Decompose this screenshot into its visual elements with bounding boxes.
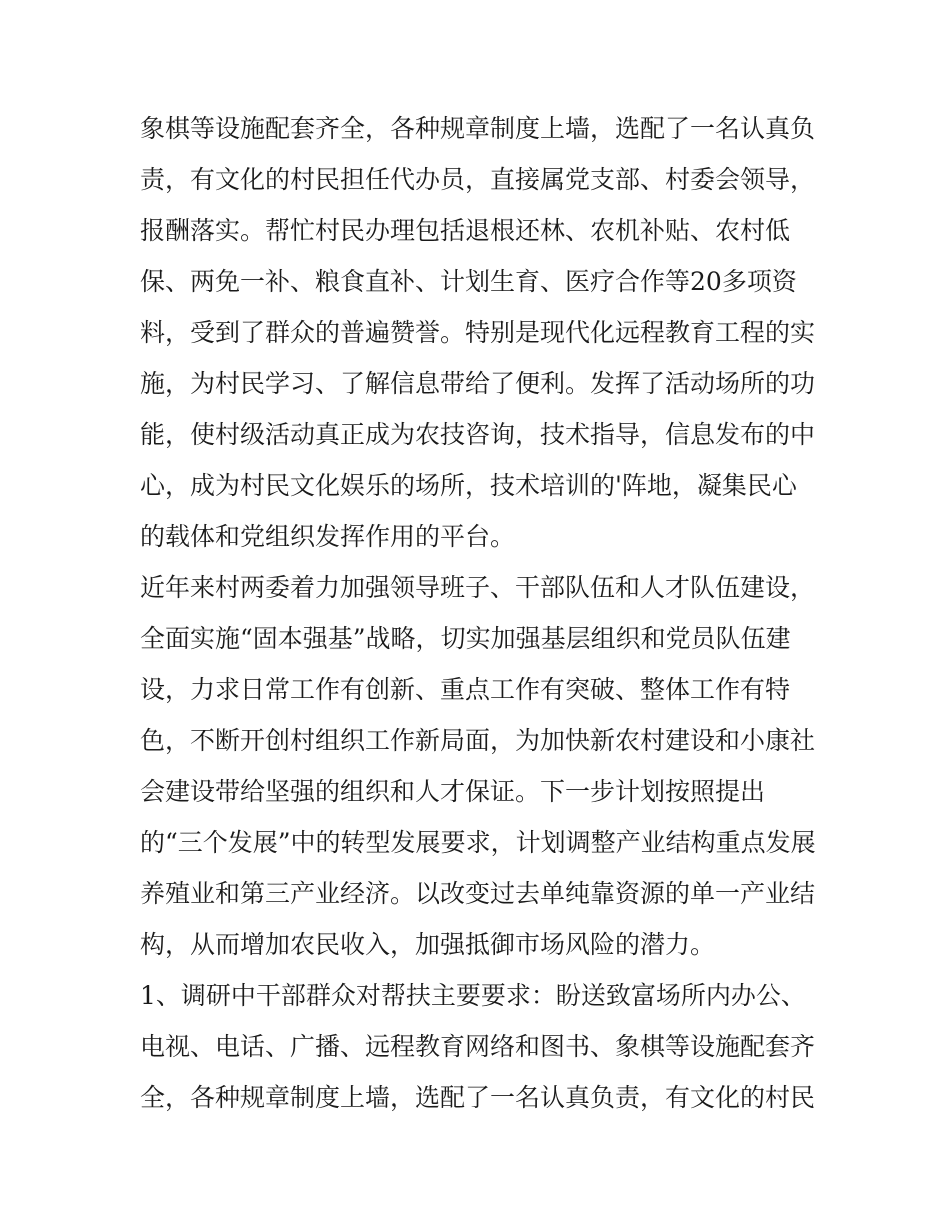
text-line: 设，力求日常工作有创新、重点工作有突破、整体工作有特 <box>140 675 791 704</box>
text-line: 全，各种规章制度上墙，选配了一名认真负责，有文化的村民 <box>140 1083 816 1112</box>
text-line: 养殖业和第三产业经济。以改变过去单纯靠资源的单一产业结 <box>140 879 816 908</box>
text-line: 近年来村两委着力加强领导班子、干部队伍和人才队伍建设， <box>140 573 816 602</box>
text-line: 的“三个发展”中的转型发展要求，计划调整产业结构重点发展 <box>140 828 816 857</box>
text-line: 1、调研中干部群众对帮扶主要要求：盼送致富场所内办公、 <box>140 981 806 1010</box>
text-line: 色，不断开创村组织工作新局面，为加快新农村建设和小康社 <box>140 726 816 755</box>
text-line: 施，为村民学习、了解信息带给了便利。发挥了活动场所的功 <box>140 369 816 398</box>
text-line: 保、两免一补、粮食直补、计划生育、医疗合作等20多项资 <box>140 267 797 296</box>
text-line: 心，成为村民文化娱乐的场所，技术培训的'阵地，凝集民心 <box>140 471 797 500</box>
text-line: 全面实施“固本强基”战略，切实加强基层组织和党员队伍建 <box>140 624 791 653</box>
text-line: 构，从而增加农民收入，加强抵御市场风险的潜力。 <box>140 930 716 959</box>
text-line: 的载体和党组织发挥作用的平台。 <box>140 522 516 551</box>
text-line: 责，有文化的村民担任代办员，直接属党支部、村委会领导， <box>140 165 816 194</box>
body-text <box>140 103 820 1123</box>
text-line: 象棋等设施配套齐全，各种规章制度上墙，选配了一名认真负 <box>140 114 816 143</box>
text-line: 能，使村级活动真正成为农技咨询，技术指导，信息发布的中 <box>140 420 816 449</box>
text-line: 会建设带给坚强的组织和人才保证。下一步计划按照提出 <box>140 777 766 806</box>
text-line: 报酬落实。帮忙村民办理包括退根还林、农机补贴、农村低 <box>140 216 791 245</box>
text-line: 电视、电话、广播、远程教育网络和图书、象棋等设施配套齐 <box>140 1032 816 1061</box>
text-line: 料，受到了群众的普遍赞誉。特别是现代化远程教育工程的实 <box>140 318 816 347</box>
